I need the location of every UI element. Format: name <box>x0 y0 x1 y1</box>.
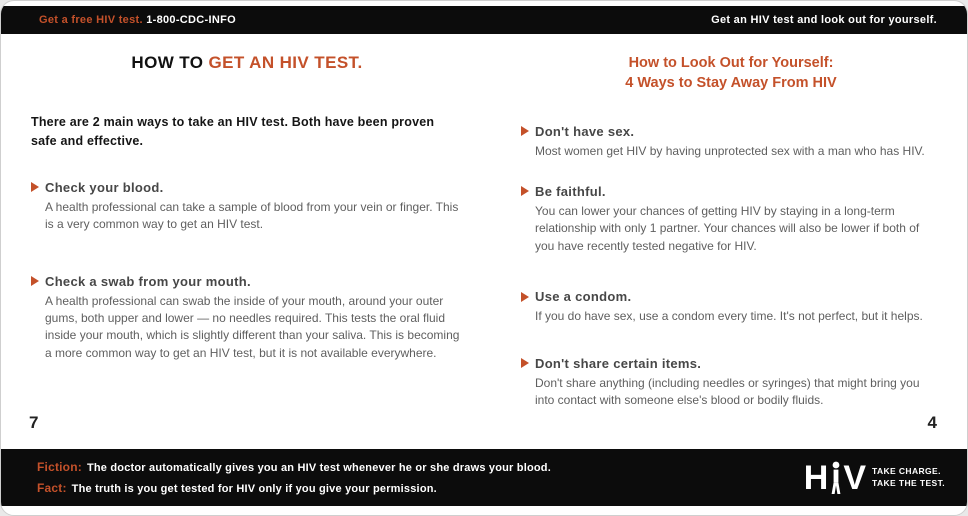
left-page-title <box>31 53 463 73</box>
fiction-fact-block <box>37 457 551 498</box>
page-number-left: 7 <box>29 413 39 432</box>
list-item <box>521 184 941 255</box>
list-item <box>31 274 463 363</box>
fact-text: The truth is you get tested for HIV only if you give your permission. <box>71 482 437 495</box>
bullet-arrow-icon <box>521 292 529 302</box>
bullet-arrow-icon <box>31 276 39 286</box>
top-bar <box>1 6 967 34</box>
list-item-heading: Check a swab from your mouth. <box>45 273 251 289</box>
cdc-phone-number: 1-800-CDC-INFO <box>146 14 236 26</box>
hiv-campaign-logo <box>803 458 945 497</box>
right-page <box>521 53 941 433</box>
list-item-head <box>521 356 941 371</box>
hiv-logo-v: V <box>843 458 868 497</box>
list-item-heading: Be faithful. <box>535 183 606 199</box>
bullet-arrow-icon <box>521 186 529 196</box>
list-item-heading: Don't share certain items. <box>535 355 702 371</box>
left-page-intro: There are 2 main ways to take an HIV test. Both have been proven safe and effective. <box>31 115 435 149</box>
top-bar-left <box>39 14 236 26</box>
list-item <box>521 356 941 410</box>
fact-label: Fact: <box>37 480 67 495</box>
list-item-heading: Don't have sex. <box>535 123 635 139</box>
top-bar-slogan: Get an HIV test and look out for yourself. <box>711 14 937 26</box>
logo-tagline-line1: TAKE CHARGE. <box>872 466 941 477</box>
list-item-head <box>521 184 941 199</box>
list-item-body: If you do have sex, use a condom every time. It's not perfect, but it helps. <box>535 309 923 324</box>
bottom-bar <box>1 449 967 506</box>
bullet-arrow-icon <box>31 182 39 192</box>
right-page-title <box>521 53 941 94</box>
fiction-line <box>37 457 551 478</box>
right-title-line2: 4 Ways to Stay Away From HIV <box>625 75 837 92</box>
bullet-arrow-icon <box>521 126 529 136</box>
list-item <box>521 289 941 325</box>
right-title-line1: How to Look Out for Yourself: <box>628 55 834 71</box>
list-item-head <box>521 124 941 139</box>
fiction-label: Fiction: <box>37 459 82 474</box>
list-item <box>31 180 463 234</box>
list-item-body: A health professional can swab the inside of your mouth, around your outer gums, both upper and lower — no needles required. This tests the oral fluid inside your mouth, which is slightly different than your saliva. This is becoming a more common way to get an HIV test, but it is not available everywhere. <box>45 293 460 360</box>
list-item-body: You can lower your chances of getting HIV by staying in a long-term relationship with only 1 partner. Your chances will also be lower if both of you have recently tested negative for HIV. <box>535 203 920 253</box>
list-item-heading: Use a condom. <box>535 289 632 305</box>
page-number-right: 4 <box>927 413 937 432</box>
list-item-heading: Check your blood. <box>45 179 164 195</box>
logo-tagline-line2: TAKE THE TEST. <box>872 477 945 488</box>
person-figure-icon <box>830 461 842 495</box>
list-item <box>521 124 941 160</box>
hiv-logo-h: H <box>803 458 830 497</box>
fact-line <box>37 478 551 499</box>
list-item-head <box>31 274 463 289</box>
left-title-black: HOW TO <box>131 53 209 72</box>
left-page <box>31 53 463 388</box>
list-item-head <box>31 180 463 195</box>
logo-tagline <box>872 466 945 489</box>
left-title-accent: GET AN HIV TEST. <box>208 53 363 72</box>
list-item-body: Don't share anything (including needles or syringes) that might bring you into contact with someone else's blood or bodily fluids. <box>535 375 920 407</box>
fiction-text: The doctor automatically gives you an HIV test whenever he or she draws your blood. <box>86 461 551 474</box>
bullet-arrow-icon <box>521 358 529 368</box>
list-item-body: A health professional can take a sample of blood from your vein or finger. This is a very common way to get an HIV test. <box>45 199 459 232</box>
free-test-callout: Get a free HIV test. <box>39 14 143 26</box>
hiv-logo-text <box>803 458 868 497</box>
list-item-body: Most women get HIV by having unprotected sex with a man who has HIV. <box>535 143 925 158</box>
list-item-head <box>521 289 941 304</box>
